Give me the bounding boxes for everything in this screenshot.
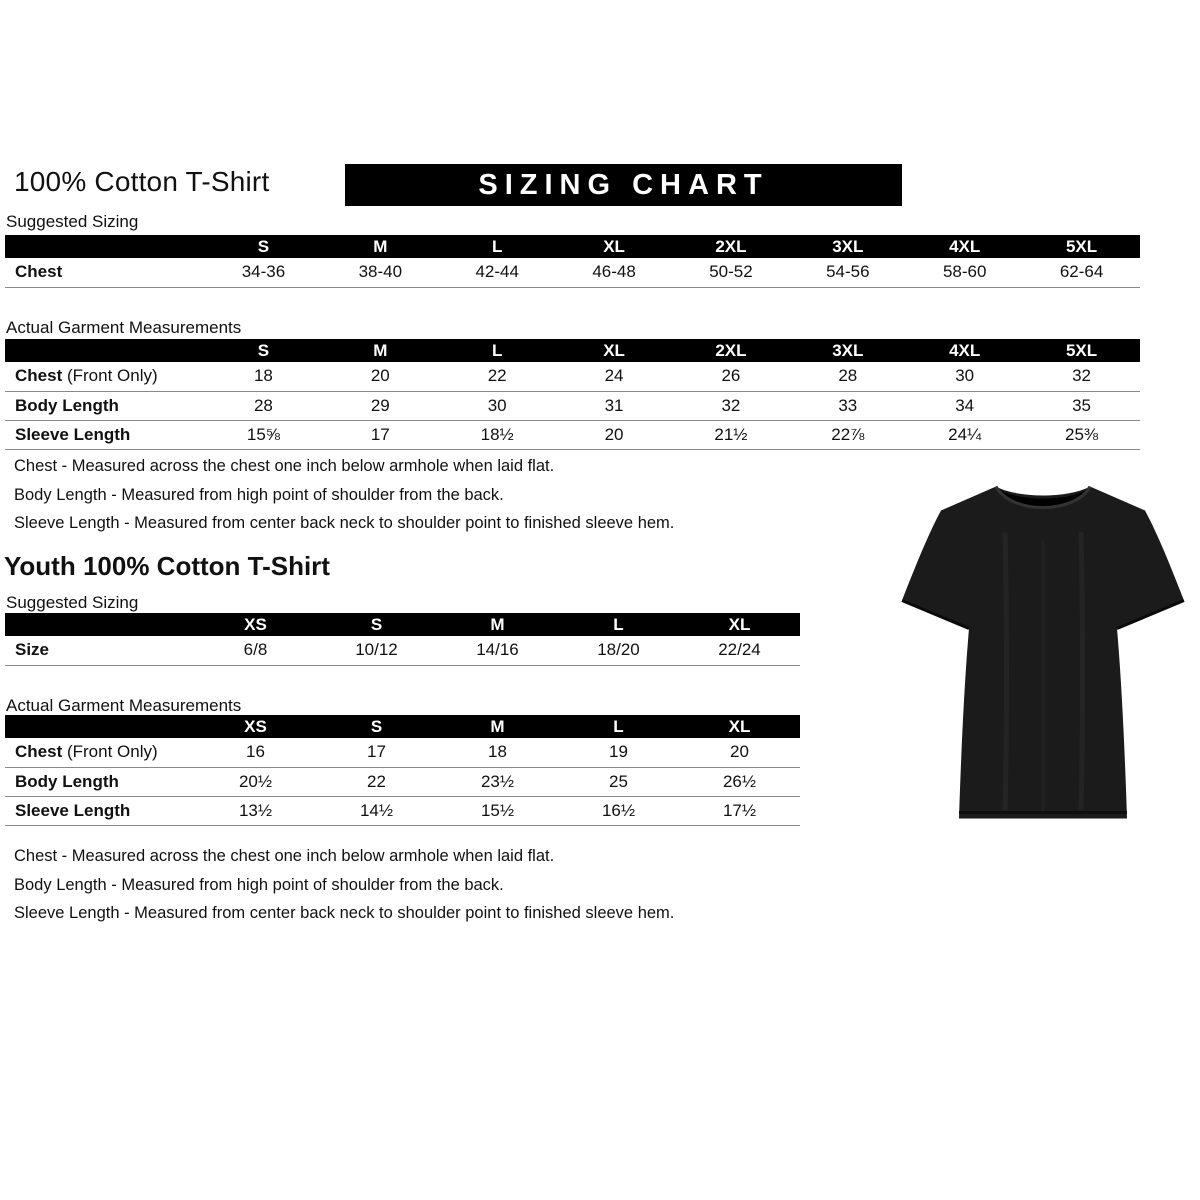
adult-suggested-sizing-table — [5, 235, 1140, 288]
measurement-value: 15⅝ — [205, 420, 322, 449]
size-column-header: 3XL — [789, 339, 906, 362]
row-label: Chest — [5, 258, 205, 287]
size-column-header: M — [437, 715, 558, 738]
measurement-value: 22⅞ — [789, 420, 906, 449]
measurement-value: 20½ — [195, 767, 316, 796]
measurement-value: 24 — [556, 362, 673, 391]
note-chest: Chest - Measured across the chest one inch below armhole when laid flat. — [14, 457, 555, 475]
adult-actual-measurements-label: Actual Garment Measurements — [6, 318, 242, 337]
row-label: Chest (Front Only) — [5, 738, 195, 767]
row-label: Sleeve Length — [5, 420, 205, 449]
measurement-value: 6/8 — [195, 636, 316, 665]
measurement-value: 26 — [673, 362, 790, 391]
size-column-header: XL — [679, 715, 800, 738]
size-column-header: L — [558, 613, 679, 636]
row-label: Body Length — [5, 767, 195, 796]
measurement-value: 14½ — [316, 796, 437, 825]
row-label-header — [5, 715, 195, 738]
measurement-row — [5, 738, 800, 767]
measurement-value: 20 — [556, 420, 673, 449]
size-column-header: XS — [195, 715, 316, 738]
measurement-value: 10/12 — [316, 636, 437, 665]
measurement-row — [5, 767, 800, 796]
size-column-header: M — [437, 613, 558, 636]
size-column-header: XL — [679, 613, 800, 636]
measurement-row — [5, 391, 1140, 420]
measurement-value: 26½ — [679, 767, 800, 796]
measurement-value: 35 — [1023, 391, 1140, 420]
row-label: Size — [5, 636, 195, 665]
measurement-value: 28 — [789, 362, 906, 391]
youth-actual-measurements-label: Actual Garment Measurements — [6, 696, 242, 715]
measurement-value: 25⅜ — [1023, 420, 1140, 449]
measurement-row — [5, 362, 1140, 391]
sizing-chart-banner: SIZING CHART — [345, 164, 902, 206]
adult-actual-measurements-table — [5, 339, 1140, 450]
measurement-value: 14/16 — [437, 636, 558, 665]
measurement-value: 20 — [679, 738, 800, 767]
size-column-header: L — [558, 715, 679, 738]
measurement-value: 18 — [437, 738, 558, 767]
size-column-header: 2XL — [673, 339, 790, 362]
youth-measurement-notes — [14, 842, 674, 928]
note-body-length: Body Length - Measured from high point of shoulder from the back. — [14, 875, 504, 894]
measurement-value: 34-36 — [205, 258, 322, 287]
size-column-header: XL — [556, 235, 673, 258]
measurement-value: 54-56 — [789, 258, 906, 287]
measurement-value: 46-48 — [556, 258, 673, 287]
measurement-value: 32 — [673, 391, 790, 420]
measurement-value: 18/20 — [558, 636, 679, 665]
measurement-value: 29 — [322, 391, 439, 420]
measurement-value: 17 — [322, 420, 439, 449]
tshirt-image — [893, 470, 1193, 836]
youth-actual-measurements-table — [5, 715, 800, 826]
measurement-row — [5, 420, 1140, 449]
measurement-value: 50-52 — [673, 258, 790, 287]
size-column-header: S — [205, 235, 322, 258]
measurement-value: 21½ — [673, 420, 790, 449]
size-column-header: XS — [195, 613, 316, 636]
size-column-header: 5XL — [1023, 339, 1140, 362]
row-label: Sleeve Length — [5, 796, 195, 825]
measurement-value: 17½ — [679, 796, 800, 825]
size-column-header: M — [322, 235, 439, 258]
note-chest: Chest - Measured across the chest one inch below armhole when laid flat. — [14, 847, 555, 865]
measurement-value: 31 — [556, 391, 673, 420]
measurement-value: 33 — [789, 391, 906, 420]
size-column-header: 4XL — [906, 235, 1023, 258]
measurement-value: 30 — [906, 362, 1023, 391]
measurement-value: 13½ — [195, 796, 316, 825]
size-column-header: S — [205, 339, 322, 362]
row-label-header — [5, 339, 205, 362]
measurement-row — [5, 796, 800, 825]
measurement-value: 58-60 — [906, 258, 1023, 287]
note-sleeve-length: Sleeve Length - Measured from center back neck to shoulder point to finished sleeve hem. — [14, 904, 675, 922]
note-sleeve-length: Sleeve Length - Measured from center back neck to shoulder point to finished sleeve hem. — [14, 514, 675, 532]
adult-suggested-sizing-label: Suggested Sizing — [6, 212, 139, 231]
measurement-value: 28 — [205, 391, 322, 420]
measurement-value: 17 — [316, 738, 437, 767]
measurement-value: 20 — [322, 362, 439, 391]
youth-section-title: Youth 100% Cotton T-Shirt — [4, 551, 330, 581]
size-column-header: L — [439, 339, 556, 362]
measurement-value: 24¼ — [906, 420, 1023, 449]
measurement-value: 15½ — [437, 796, 558, 825]
row-label: Chest (Front Only) — [5, 362, 205, 391]
measurement-value: 22 — [439, 362, 556, 391]
measurement-value: 22/24 — [679, 636, 800, 665]
note-body-length: Body Length - Measured from high point of shoulder from the back. — [14, 485, 504, 504]
measurement-value: 25 — [558, 767, 679, 796]
measurement-value: 18 — [205, 362, 322, 391]
size-column-header: 4XL — [906, 339, 1023, 362]
measurement-row — [5, 636, 800, 665]
adult-measurement-notes — [14, 452, 674, 538]
measurement-value: 19 — [558, 738, 679, 767]
row-label: Body Length — [5, 391, 205, 420]
size-column-header: 5XL — [1023, 235, 1140, 258]
size-column-header: L — [439, 235, 556, 258]
page-title: 100% Cotton T-Shirt — [14, 166, 270, 197]
measurement-value: 23½ — [437, 767, 558, 796]
measurement-value: 62-64 — [1023, 258, 1140, 287]
measurement-value: 22 — [316, 767, 437, 796]
black-tshirt-graphic — [893, 470, 1193, 836]
size-column-header: 3XL — [789, 235, 906, 258]
measurement-value: 38-40 — [322, 258, 439, 287]
measurement-value: 18½ — [439, 420, 556, 449]
measurement-value: 16 — [195, 738, 316, 767]
measurement-value: 42-44 — [439, 258, 556, 287]
measurement-value: 30 — [439, 391, 556, 420]
row-label-header — [5, 235, 205, 258]
youth-suggested-sizing-label: Suggested Sizing — [6, 593, 139, 612]
row-label-header — [5, 613, 195, 636]
measurement-value: 32 — [1023, 362, 1140, 391]
size-column-header: S — [316, 613, 437, 636]
size-column-header: S — [316, 715, 437, 738]
measurement-row — [5, 258, 1140, 287]
measurement-value: 34 — [906, 391, 1023, 420]
measurement-value: 16½ — [558, 796, 679, 825]
youth-suggested-sizing-table — [5, 613, 800, 666]
size-column-header: XL — [556, 339, 673, 362]
size-column-header: M — [322, 339, 439, 362]
size-column-header: 2XL — [673, 235, 790, 258]
